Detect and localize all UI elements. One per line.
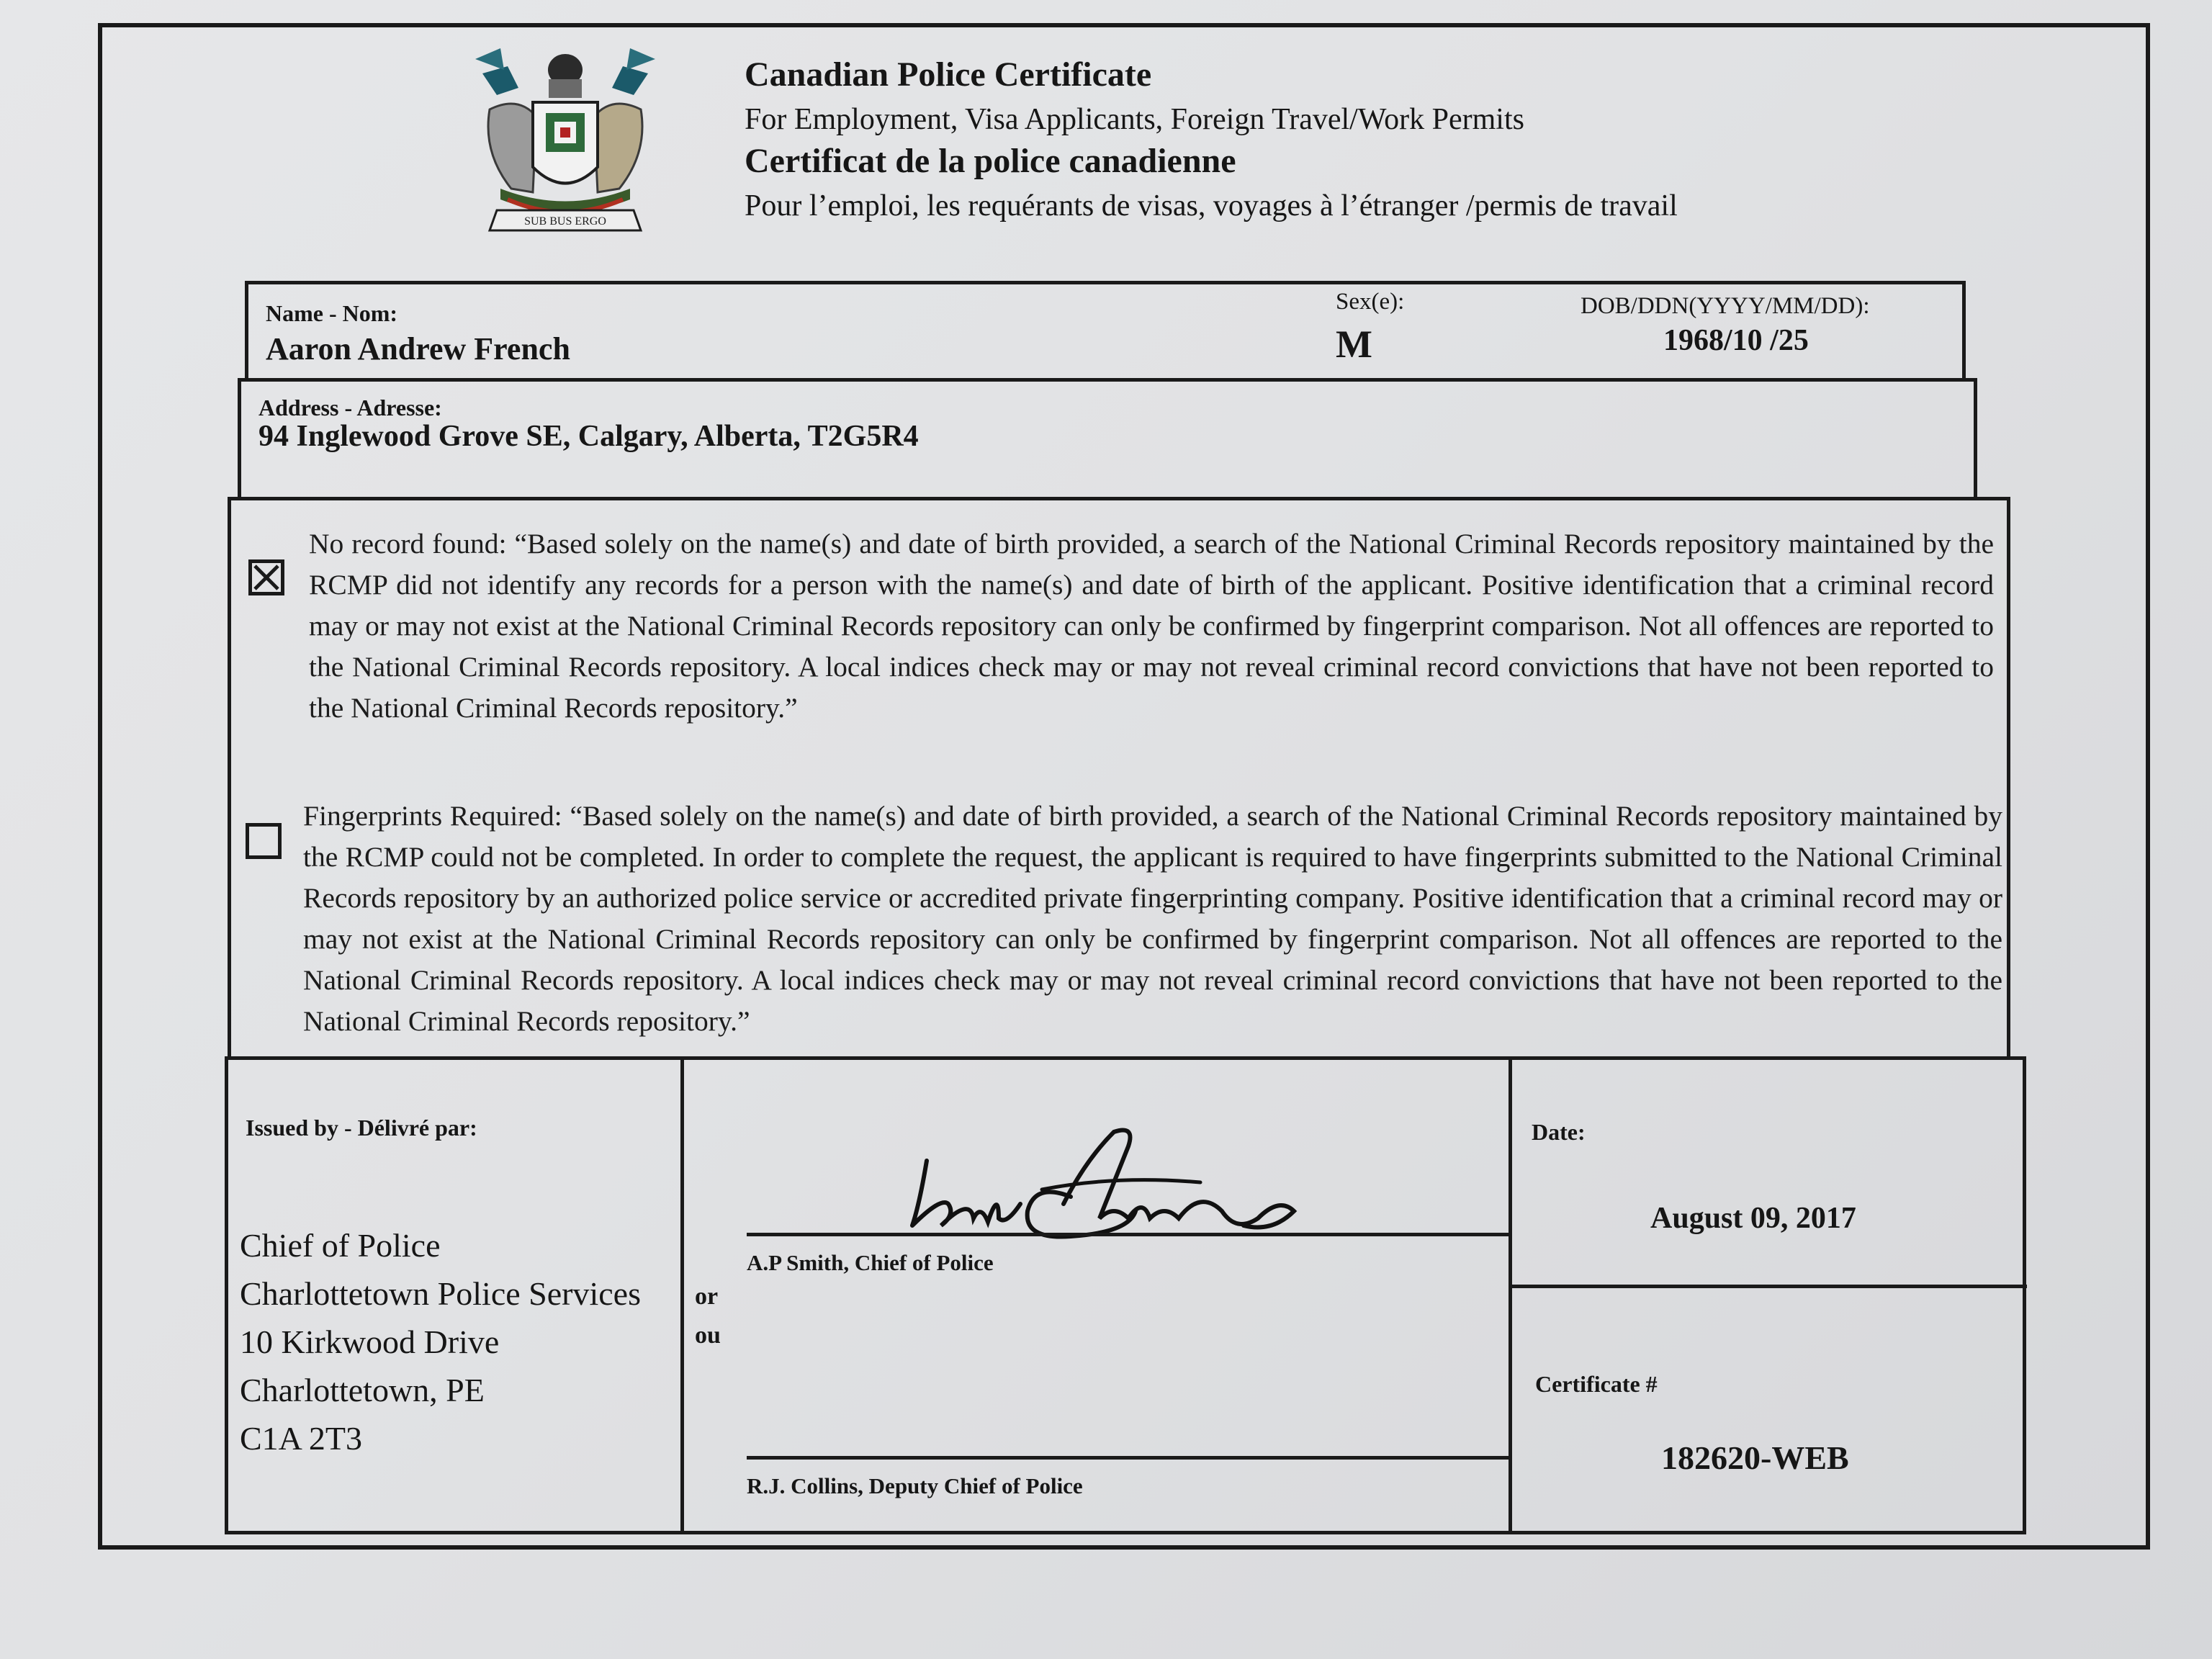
certificate-number: 182620-WEB: [1661, 1439, 1849, 1476]
or-fr: ou: [695, 1322, 721, 1349]
issuer-line-5: C1A 2T3: [240, 1420, 362, 1457]
title-en: Canadian Police Certificate: [745, 55, 1152, 94]
signer-2: R.J. Collins, Deputy Chief of Police: [747, 1473, 1083, 1498]
certificate-label: Certificate #: [1535, 1371, 1658, 1397]
issuer-line-2: Charlottetown Police Services: [240, 1275, 641, 1312]
signature-line-2: [747, 1456, 1510, 1460]
issuer-line-3: 10 Kirkwood Drive: [240, 1323, 500, 1360]
fingerprints-checkbox[interactable]: [246, 823, 282, 859]
column-divider-2: [1509, 1060, 1512, 1531]
dob-label: DOB/DDN(YYYY/MM/DD):: [1581, 293, 1870, 319]
subtitle-fr: Pour l’emploi, les requérants de visas, voyages à l’étranger /permis de travail: [745, 189, 1678, 222]
title-fr: Certificat de la police canadienne: [745, 142, 1236, 180]
crest-motto: SUB BUS ERGO: [524, 215, 606, 228]
address-label: Address - Adresse:: [258, 395, 442, 421]
issuer-line-4: Charlottetown, PE: [240, 1372, 485, 1408]
signature-line-1: [747, 1233, 1510, 1236]
subtitle-en: For Employment, Visa Applicants, Foreign Travel/Work Permits: [745, 103, 1524, 136]
address-row: [238, 378, 1977, 500]
or-en: or: [695, 1283, 719, 1310]
applicant-sex: M: [1336, 323, 1372, 366]
issued-section: [225, 1056, 2026, 1534]
header: [745, 53, 1678, 229]
results-section: [228, 497, 2010, 1060]
no-record-checkbox[interactable]: [248, 559, 284, 595]
issued-by-label: Issued by - Délivré par:: [246, 1115, 477, 1141]
coat-of-arms-icon: [468, 45, 662, 239]
column-divider-1: [680, 1060, 684, 1531]
applicant-name-row: [245, 281, 1966, 382]
applicant-name: Aaron Andrew French: [266, 331, 570, 367]
name-label: Name - Nom:: [266, 300, 398, 326]
issuer-line-1: Chief of Police: [240, 1227, 441, 1264]
fingerprints-text: Fingerprints Required: “Based solely on the name(s) and date of birth provided, a search of the National Criminal Records repository maintained by the RCMP could not be completed. In order to complete the request, the applicant is required to have fingerprints submitted to the National Criminal Records repository by an authorized police service or accredited private fingerprinting company. Positive identification that a criminal record may or may not exist at the National Criminal Records repository can only be confirmed by fingerprint comparison. Not all offences are reported to the National Criminal Records repository. A local indices check may or may not reveal criminal record convictions that have not been reported to the National Criminal Records repository.”: [303, 800, 2002, 1037]
date-label: Date:: [1532, 1119, 1586, 1145]
sex-label: Sex(e):: [1336, 289, 1405, 315]
applicant-address: 94 Inglewood Grove SE, Calgary, Alberta, T2G5R4: [258, 420, 919, 453]
date-cert-divider: [1509, 1285, 2027, 1288]
no-record-text: No record found: “Based solely on the name(s) and date of birth provided, a search of the National Criminal Records repository maintained by the RCMP did not identify any records for a person with the name(s) and date of birth of the applicant. Positive identification that a criminal record may or may not exist at the National Criminal Records repository can only be confirmed by fingerprint comparison. Not all offences are reported to the National Criminal Records repository. A local indices check may or may not reveal criminal record convictions that have not been reported to the National Criminal Records repository.”: [309, 528, 1994, 724]
checked-x-icon: [252, 563, 281, 592]
issue-date: August 09, 2017: [1650, 1202, 1856, 1235]
signer-1: A.P Smith, Chief of Police: [747, 1250, 994, 1275]
applicant-dob: 1968/10 /25: [1663, 324, 1809, 357]
